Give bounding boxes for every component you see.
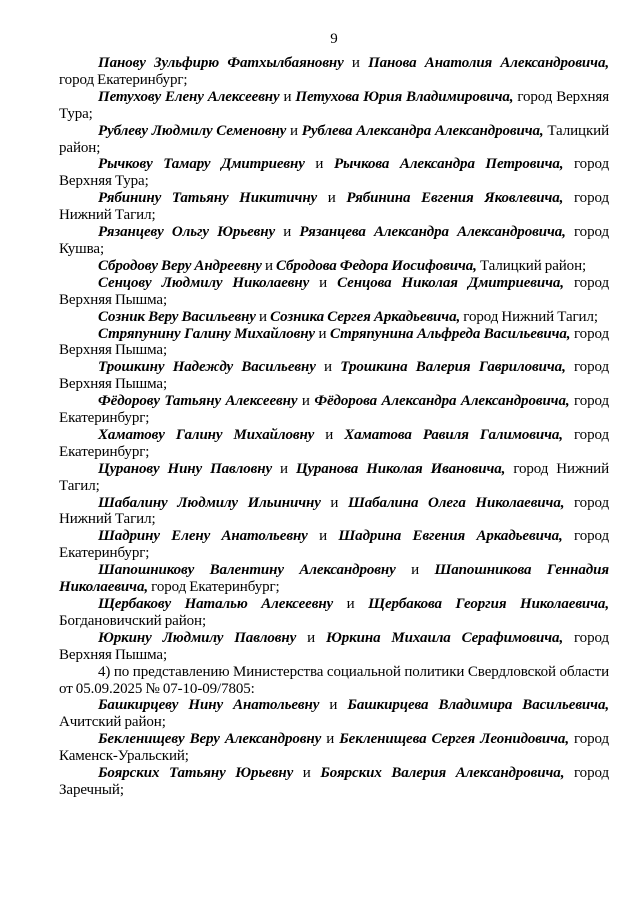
plain-text: город Кушва;: [59, 224, 609, 257]
paragraph: [59, 461, 609, 495]
awardee-names: Трошкину Надежду Васильевну: [98, 359, 316, 376]
plain-text: и: [286, 122, 302, 139]
awardee-names: Рябинину Татьяну Никитичну: [98, 190, 318, 207]
paragraph: [59, 664, 609, 698]
plain-text: город Верхняя Пышма;: [59, 359, 609, 393]
plain-text: 4) по представлению Министерства социальной политики Свердловской области от 05.09.2025 № 07-10-09/7805:: [59, 663, 609, 697]
plain-text: город Верхняя Пышма;: [59, 274, 609, 308]
paragraph: [59, 55, 609, 89]
plain-text: город Верхняя Пышма;: [59, 325, 609, 359]
plain-text: и: [297, 393, 315, 410]
plain-text: город Нижний Тагил;: [59, 190, 609, 224]
paragraph: [59, 156, 609, 190]
plain-text: город Каменск-Уральский;: [59, 731, 610, 765]
plain-text: и: [314, 426, 345, 443]
paragraph: [59, 224, 609, 258]
awardee-names: Бекленищеву Веру Александровну: [98, 731, 322, 748]
awardee-names: Боярских Валерия Александровича,: [320, 765, 565, 782]
plain-text: и: [307, 528, 339, 545]
plain-text: город Верхняя Пышма;: [59, 629, 609, 663]
awardee-names: Созника Сергея Аркадьевича,: [270, 308, 461, 325]
plain-text: город Верхняя Тура;: [59, 156, 609, 190]
awardee-names: Шадрину Елену Анатольевну: [98, 528, 308, 545]
paragraph: [59, 190, 609, 224]
plain-text: город Екатеринбург;: [148, 579, 280, 596]
plain-text: и: [395, 562, 435, 579]
awardee-names: Цуранову Нину Павловну: [98, 460, 273, 477]
awardee-names: Сенцову Людмилу Николаевну: [98, 274, 310, 291]
paragraph: [59, 562, 609, 596]
awardee-names: Сенцова Николая Дмитриевича,: [337, 274, 564, 291]
plain-text: город Екатеринбург;: [59, 426, 609, 460]
awardee-names: Рублеву Людмилу Семеновну: [98, 122, 287, 139]
paragraph: [59, 326, 609, 360]
plain-text: и: [279, 88, 296, 105]
awardee-names: Рябинина Евгения Яковлевича,: [346, 190, 564, 207]
awardee-names: Цуранова Николая Ивановича,: [295, 460, 506, 477]
paragraph: [59, 427, 609, 461]
paragraph: [59, 731, 609, 765]
plain-text: и: [255, 308, 271, 325]
page-number: 9: [330, 31, 338, 47]
awardee-names: Сбродова Федора Иосифовича,: [276, 257, 477, 274]
awardee-names: Сбродову Веру Андреевну: [98, 257, 262, 274]
awardee-names: Стряпунина Альфреда Васильевича,: [330, 325, 571, 342]
paragraph: [59, 309, 609, 326]
plain-text: и: [296, 629, 326, 646]
plain-text: и: [315, 359, 341, 376]
awardee-names: Фёдорова Александра Александровича,: [314, 393, 570, 410]
awardee-names: Юркина Михаила Серафимовича,: [325, 629, 564, 646]
plain-text: Богдановичский район;: [59, 612, 207, 629]
paragraph: [59, 123, 609, 157]
paragraph: [59, 596, 609, 630]
awardee-names: Бекленищева Сергея Леонидовича,: [339, 731, 569, 748]
awardee-names: Рублева Александра Александровича,: [301, 122, 544, 139]
plain-text: город Екатеринбург;: [59, 71, 188, 88]
plain-text: и: [261, 257, 277, 274]
paragraph: [59, 765, 609, 799]
plain-text: город Нижний Тагил;: [59, 460, 609, 494]
plain-text: город Нижний Тагил;: [460, 308, 598, 325]
plain-text: и: [304, 156, 334, 173]
awardee-names: Башкирцеву Нину Анатольевну: [98, 697, 320, 714]
plain-text: и: [333, 596, 369, 612]
awardee-names: Трошкина Валерия Гавриловича,: [340, 359, 566, 376]
plain-text: и: [343, 55, 369, 71]
plain-text: и: [317, 190, 347, 207]
awardee-names: Башкирцева Владимира Васильевича,: [347, 697, 609, 714]
awardee-names: Шапошникову Валентину Александровну: [98, 562, 396, 579]
plain-text: и: [293, 765, 321, 782]
awardee-names: Фёдорову Татьяну Алексеевну: [98, 393, 298, 410]
awardee-names: Рязанцева Александра Александровича,: [299, 224, 566, 241]
paragraph: [59, 528, 609, 562]
awardee-names: Хаматову Галину Михайловну: [98, 426, 315, 443]
plain-text: город Заречный;: [59, 765, 609, 798]
plain-text: и: [272, 460, 296, 477]
awardee-names: Шабалину Людмилу Ильиничну: [98, 494, 321, 511]
plain-text: Талицкий район;: [59, 122, 609, 156]
plain-text: и: [321, 731, 340, 748]
paragraph: [59, 630, 609, 664]
awardee-names: Стряпунину Галину Михайловну: [98, 325, 315, 342]
awardee-names: Панову Зульфирю Фатхылбаяновну: [98, 55, 344, 71]
awardee-names: Шабалина Олега Николаевича,: [347, 494, 565, 511]
awardee-names: Хаматова Равиля Галимовича,: [344, 426, 563, 443]
plain-text: и: [275, 224, 300, 241]
paragraph: [59, 275, 609, 309]
paragraph: [59, 89, 609, 123]
plain-text: город Екатеринбург;: [59, 528, 609, 562]
paragraph: [59, 258, 609, 275]
document-body: [59, 55, 609, 799]
awardee-names: Шапошникова Геннадия Николаевича,: [59, 562, 609, 596]
paragraph: [59, 393, 609, 427]
plain-text: город Екатеринбург;: [59, 393, 609, 427]
plain-text: и: [315, 325, 331, 342]
awardee-names: Рычкова Александра Петровича,: [333, 156, 564, 173]
awardee-names: Рязанцеву Ольгу Юрьевну: [98, 224, 276, 241]
plain-text: город Нижний Тагил;: [59, 494, 609, 528]
awardee-names: Боярских Татьяну Юрьевну: [98, 765, 294, 782]
plain-text: и: [320, 494, 348, 511]
awardee-names: Щербакову Наталью Алексеевну: [98, 596, 334, 612]
paragraph: [59, 495, 609, 529]
plain-text: Талицкий район;: [476, 257, 587, 274]
plain-text: и: [319, 697, 348, 714]
plain-text: и: [309, 274, 338, 291]
plain-text: Ачитский район;: [59, 714, 166, 731]
awardee-names: Рычкову Тамару Дмитриевну: [98, 156, 305, 173]
paragraph: [59, 359, 609, 393]
awardee-names: Созник Веру Васильевну: [98, 308, 256, 325]
awardee-names: Щербакова Георгия Николаевича,: [368, 596, 609, 612]
awardee-names: Юркину Людмилу Павловну: [98, 629, 297, 646]
awardee-names: Петухову Елену Алексеевну: [98, 88, 280, 105]
awardee-names: Петухова Юрия Владимировича,: [295, 88, 514, 105]
awardee-names: Шадрина Евгения Аркадьевича,: [338, 528, 563, 545]
awardee-names: Панова Анатолия Александровича,: [368, 55, 609, 71]
plain-text: город Верхняя Тура;: [59, 88, 610, 122]
paragraph: [59, 697, 609, 731]
